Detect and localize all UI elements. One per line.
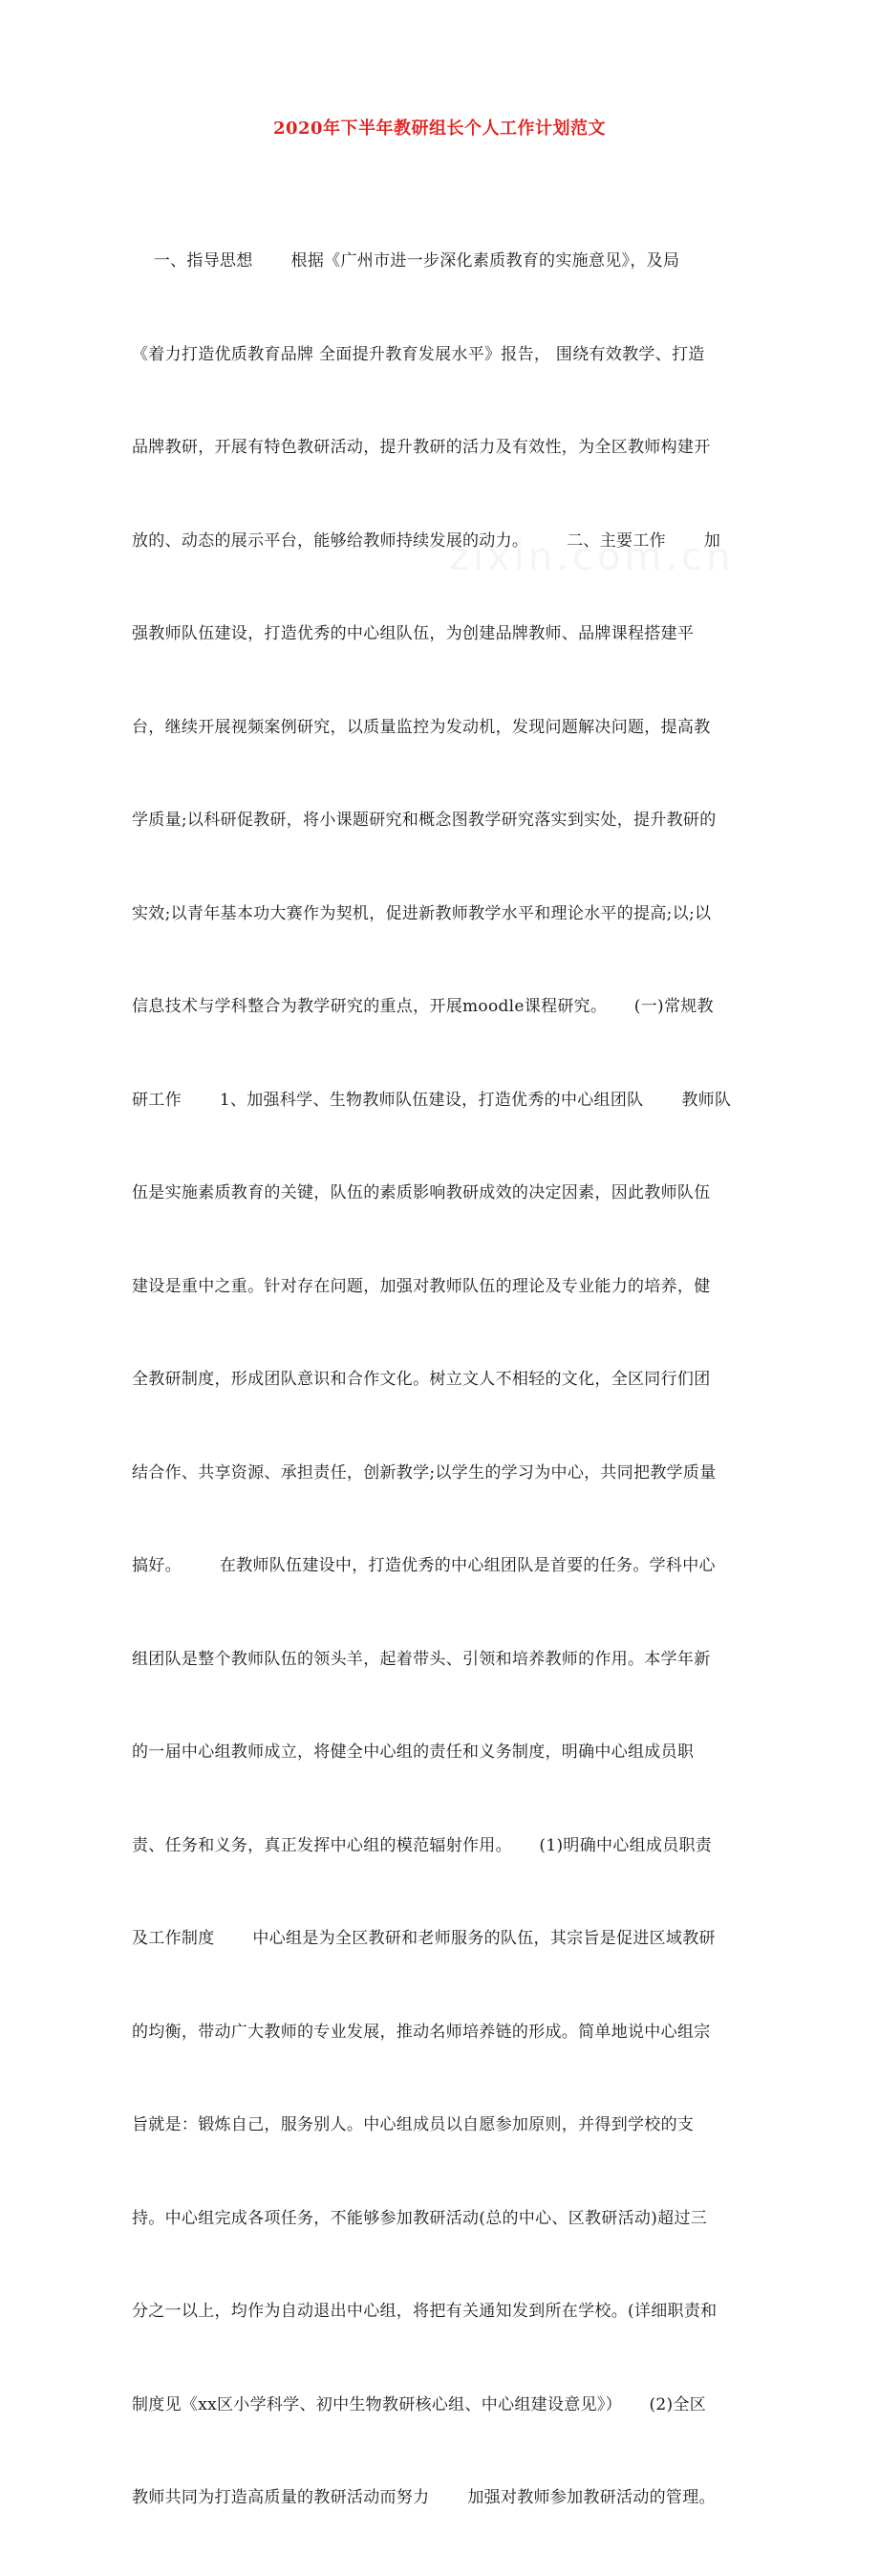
body-line: 建设是重中之重。针对存在问题，加强对教师队伍的理论及专业能力的培养，健 <box>132 1276 711 1296</box>
body-line: 组团队是整个教师队伍的领头羊，起着带头、引领和培养教师的作用。本学年新 <box>132 1649 711 1669</box>
body-line: 分之一以上，均作为自动退出中心组，将把有关通知发到所在学校。(详细职责和 <box>132 2302 718 2321</box>
body-line: 及工作制度 中心组是为全区教研和老师服务的队伍，其宗旨是促进区域教研 <box>132 1929 716 1948</box>
document-title: 2020年下半年教研组长个人工作计划范文 <box>272 119 607 139</box>
body-line: 实效;以青年基本功大赛作为契机，促进新教师教学水平和理论水平的提高;以;以 <box>132 903 712 923</box>
body-line: 教师共同为打造高质量的教研活动而努力 加强对教师参加教研活动的管理。 <box>132 2488 716 2507</box>
body-line: 一、指导思想 根据《广州市进一步深化素质教育的实施意见》，及局 <box>132 251 680 271</box>
body-line: 研工作 1、加强科学、生物教师队伍建设，打造优秀的中心组团队 教师队 <box>132 1090 732 1110</box>
body-line: 台，继续开展视频案例研究，以质量监控为发动机，发现问题解决问题，提高教 <box>132 717 711 737</box>
body-line: 的一届中心组教师成立，将健全中心组的责任和义务制度，明确中心组成员职 <box>132 1743 695 1762</box>
body-line: 制度见《xx区小学科学、初中生物教研核心组、中心组建设意见》） (2)全区 <box>132 2394 707 2414</box>
body-line: 《着力打造优质教育品牌 全面提升教育发展水平》报告， 围绕有效教学、打造 <box>132 344 705 364</box>
body-line: 伍是实施素质教育的关键，队伍的素质影响教研成效的决定因素，因此教师队伍 <box>132 1183 711 1202</box>
body-line: 强教师队伍建设，打造优秀的中心组队伍，为创建品牌教师、品牌课程搭建平 <box>132 624 695 643</box>
body-line: 放的、动态的展示平台，能够给教师持续发展的动力。 二、主要工作 加 <box>132 530 721 551</box>
body-line: 学质量;以科研促教研，将小课题研究和概念图教学研究落实到实处，提升教研的 <box>132 811 717 830</box>
body-line: 搞好。 在教师队伍建设中，打造优秀的中心组团队是首要的任务。学科中心 <box>132 1556 716 1575</box>
body-line: 结合作、共享资源、承担责任，创新教学;以学生的学习为中心，共同把教学质量 <box>132 1462 717 1483</box>
body-line: 旨就是：锻炼自己，服务别人。中心组成员以自愿参加原则，并得到学校的支 <box>132 2115 695 2134</box>
body-line: 的均衡，带动广大教师的专业发展，推动名师培养链的形成。简单地说中心组宗 <box>132 2022 711 2042</box>
body-line: 持。中心组完成各项任务，不能够参加教研活动(总的中心、区教研活动)超过三 <box>132 2208 708 2228</box>
body-line: 品牌教研，开展有特色教研活动，提升教研的活力及有效性，为全区教师构建开 <box>132 438 711 457</box>
body-line: 信息技术与学科整合为教学研究的重点，开展moodle课程研究。 (一)常规教 <box>132 997 714 1016</box>
body-line: 全教研制度，形成团队意识和合作文化。树立文人不相轻的文化，全区同行们团 <box>132 1370 711 1389</box>
document-body <box>132 184 743 2576</box>
body-line: 责、任务和义务，真正发挥中心组的模范辐射作用。 (1)明确中心组成员职责 <box>132 1835 713 1855</box>
